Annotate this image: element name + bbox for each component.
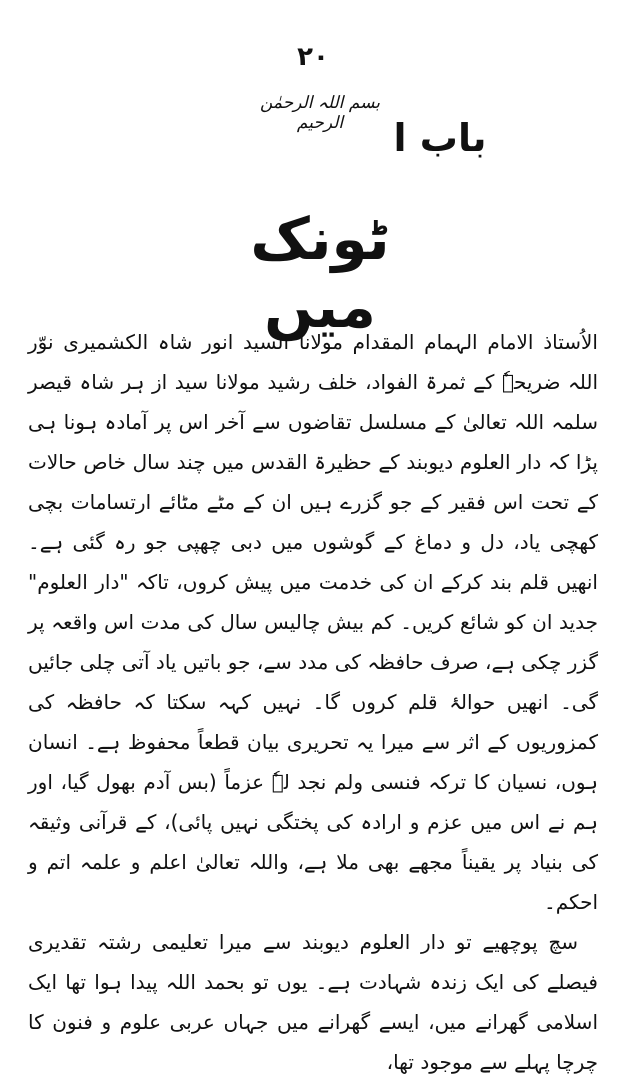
chapter-title: ٹونک میں bbox=[250, 205, 390, 341]
paragraph: سچ پوچھیے تو دار العلوم دیوبند سے میرا تعلیمی رشتہ تقدیری فیصلے کی ایک زندہ شہادت ہے۔ یوں تو بحمد اللہ پیدا ہوا تھا ایک اسلامی گھرانے میں، ایسے گھرانے میں جہاں عربی علوم و فنون کا چرچا پہلے سے موجود تھا، bbox=[28, 930, 598, 1074]
paragraph: الاُستاذ الامام الہمام المقدام مولانا السید انور شاہ الکشمیری نوّر اللہ ضریحہٗ کے ثمرۃ الفواد، خلف رشید مولانا سید از ہر شاہ قیصر سلمہ اللہ تعالیٰ کے مسلسل تقاضوں سے آخر اس پر آمادہ ہونا ہی پڑا کہ دار العلوم دیوبند کے حظیرۃ القدس میں چند سال خاص حالات کے تحت اس فقیر کے جو گزرے ہیں ان کے مٹے مٹائے ارتسامات بچی کھچی یاد، دل و دماغ کے گوشوں میں دبی چھپی جو رہ گئی ہے۔ انھیں قلم بند کرکے ان کی خدمت میں پیش کروں، تاکہ "دار العلوم" جدید ان کو شائع کریں۔ کم بیش چالیس سال کی مدت اس واقعہ پر گزر چکی ہے، صرف حافظہ کی مدد سے، جو باتیں یاد آتی چلی جائیں گی۔ انھیں حوالۂ قلم کروں گا۔ نہیں کہہ سکتا کہ حافظہ کی کمزوریوں کے اثر سے میرا یہ تحریری بیان قطعاً محفوظ ہے۔ انسان ہوں، نسیان کا ترکہ فنسی ولم نجد لہٗ عزماً (بس آدم بھول گیا، اور ہم نے اس میں عزم و ارادہ کی پختگی نہیں پائی)، کے قرآنی وثیقہ کی بنیاد پر یقیناً مجھے بھی ملا ہے، واللہ تعالیٰ اعلم و علمہ اتم و احکم۔ bbox=[28, 330, 598, 914]
body-text bbox=[28, 322, 598, 1082]
bismillah-heading: بسم اللہ الرحمٰن الرحیم bbox=[259, 93, 381, 133]
page-number: ۲۰ bbox=[297, 42, 329, 72]
chapter-label: باب ا bbox=[393, 116, 487, 160]
